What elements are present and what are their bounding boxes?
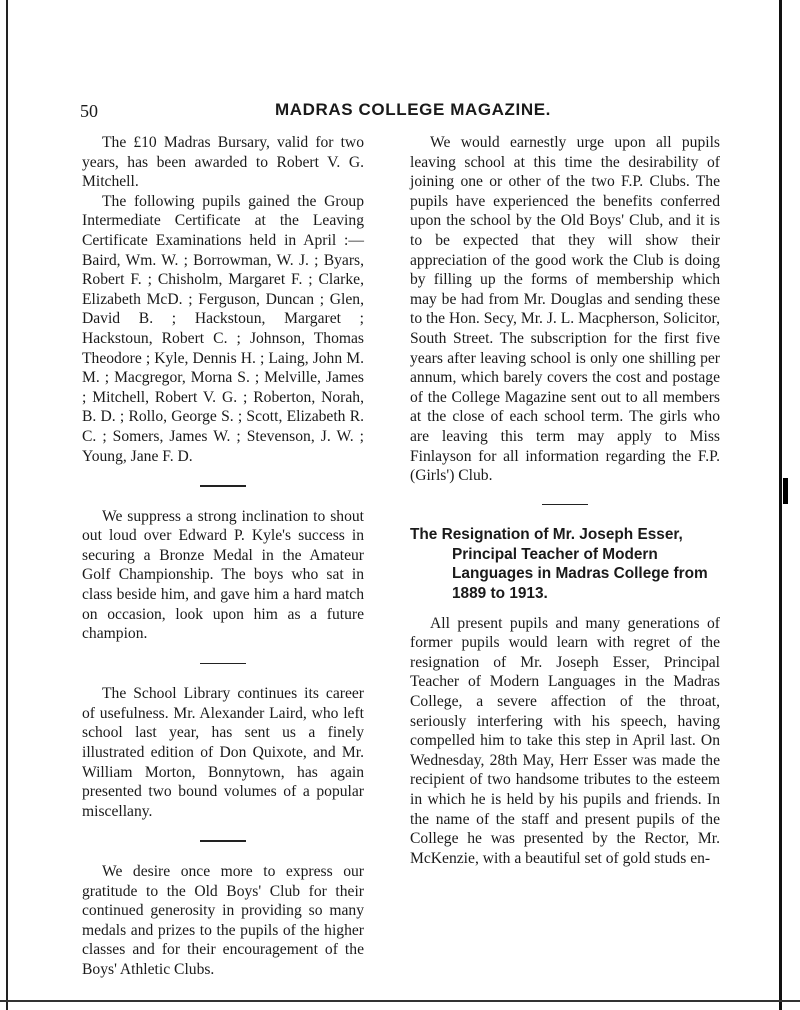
left-column <box>82 130 364 979</box>
section-divider <box>200 485 246 487</box>
esser-paragraph: All present pupils and many generations of former pupils would learn with regret of the resignation of Mr. Joseph Esser, Principal Teacher of Modern Languages in the Madras College, a severe affection of the throat, seriously interfering with his speech, having compelled him to take this step in April last. On Wednesday, 28th May, Herr Esser was made the recipient of two handsome tributes to the esteem in which he is held by his pupils and friends. In the name of the staff and present pupils of the College he was presented by the Rector, Mr. McKenzie, with a beautiful set of gold studs en- <box>410 614 720 867</box>
scan-edge-bottom <box>0 1000 800 1002</box>
running-title: MADRAS COLLEGE MAGAZINE. <box>275 100 552 119</box>
page-number: 50 <box>80 101 98 121</box>
scan-edge-left <box>6 0 8 1010</box>
fp-clubs-paragraph: We would earnestly urge upon all pupils leaving school at this time the desirability of joining one or other of the two F.P. Clubs. The pupils have experienced the benefits conferred upon the school by the Old Boys' Club, and it is to be expected that they will show their appreciation of the good work the Club is doing by filling up the forms of membership which may be had from Mr. Douglas and sending these to the Hon. Secy, Mr. J. L. Macpherson, Solicitor, South Street. The subscription for the first five years after leaving school is only one shilling per annum, which barely covers the cost and postage of the College Magazine sent out to all members at the close of each school term. The girls who are leaving this term may apply to Miss Finlayson for all information regarding the F.P. (Girls') Club. <box>410 134 720 485</box>
library-paragraph: The School Library continues its career of usefulness. Mr. Alexander Laird, who left school last year, has sent us a finely illustrated edition of Don Quixote, and Mr. William Morton, Bonnytown, has again presented two bound volumes of a popular miscellany. <box>82 685 364 820</box>
scan-edge-right <box>779 0 782 1010</box>
gratitude-paragraph: We desire once more to express our gratitude to the Old Boys' Club for their continued generosity in providing so many medals and prizes to the pupils of the higher classes and for their encouragement of the Boys' Athletic Clubs. <box>82 862 364 978</box>
right-column <box>410 130 720 868</box>
section-heading: The Resignation of Mr. Joseph Esser, Principal Teacher of Modern Languages in Madras College from 1889 to 1913. <box>410 526 708 602</box>
scan-edge-mark <box>783 478 788 504</box>
golf-paragraph: We suppress a strong inclination to shout out loud over Edward P. Kyle's success in securing a Bronze Medal in the Amateur Golf Championship. The boys who sat in class beside him, and gave him a hard match on occasion, look upon him as a future champion. <box>82 507 364 643</box>
certificate-paragraph: The following pupils gained the Group Intermediate Certificate at the Leaving Certificate Examinations held in April :— Baird, Wm. W. ; Borrowman, W. J. ; Byars, Robert F. ; Chisholm, Margaret F. ; Clarke, Elizabeth McD. ; Ferguson, Duncan ; Glen, David B. ; Hackstoun, Margaret ; Hackstoun, Robert C. ; Johnson, Thomas Theodore ; Kyle, Dennis H. ; Laing, John M. M. ; Macgregor, Morna S. ; Melville, James ; Mitchell, Robert V. G. ; Roberton, Norah, B. D. ; Rollo, George S. ; Scott, Elizabeth R. C. ; Somers, James W. ; Stevenson, J. W. ; Young, Jane F. D. <box>82 192 364 465</box>
section-divider <box>542 504 588 506</box>
section-divider <box>200 840 246 842</box>
section-divider <box>200 663 246 665</box>
bursary-paragraph: The £10 Madras Bursary, valid for two years, has been awarded to Robert V. G. Mitchell. <box>82 134 364 191</box>
